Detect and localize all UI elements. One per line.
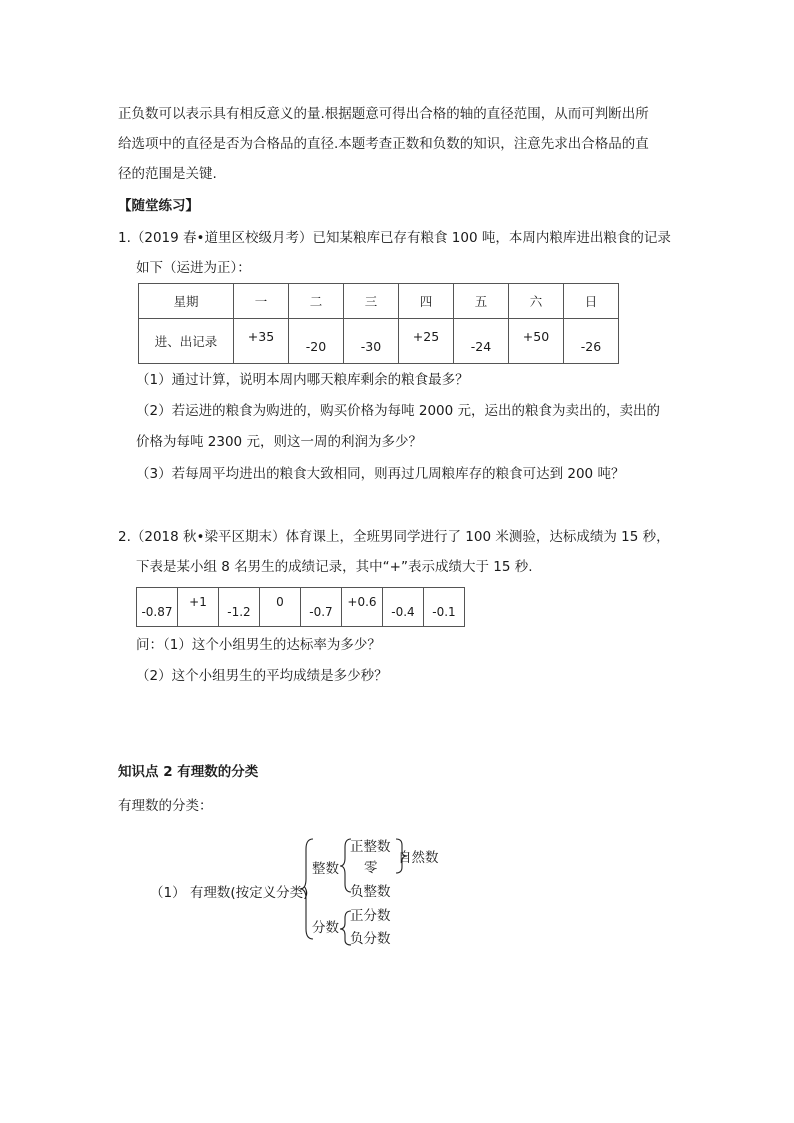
intro-line-1: 正负数可以表示具有相反意义的量.根据题意可得出合格的轴的直径范围，从而可判断出所 bbox=[118, 106, 649, 122]
cell-value: +35 bbox=[247, 328, 275, 344]
q1-line-1: 1.（2019 春•道里区校级月考）已知某粮库已存有粮食 100 吨，本周内粮库进出粮食的记录 bbox=[118, 230, 671, 246]
tree-negative-integer: 负整数 bbox=[350, 884, 391, 900]
knowledge-heading: 知识点 2 有理数的分类 bbox=[118, 764, 259, 780]
table-cell bbox=[289, 319, 344, 364]
table-header-row bbox=[139, 284, 619, 319]
table-cell bbox=[219, 588, 260, 627]
cell-value: +25 bbox=[412, 328, 440, 344]
table-cell bbox=[564, 319, 619, 364]
table-cell bbox=[342, 588, 383, 627]
cell-value: -0.1 bbox=[432, 605, 456, 619]
tree-root-label: （1） 有理数(按定义分类) bbox=[150, 885, 309, 901]
knowledge-intro: 有理数的分类： bbox=[118, 798, 213, 814]
table-header-cell: 日 bbox=[564, 284, 619, 319]
intro-line-3: 径的范围是关键. bbox=[118, 166, 217, 182]
cell-value: -30 bbox=[360, 338, 382, 354]
cell-value: -1.2 bbox=[227, 605, 251, 619]
table-cell bbox=[137, 588, 178, 627]
cell-value: 0 bbox=[276, 595, 284, 609]
table-cell bbox=[301, 588, 342, 627]
table-cell bbox=[178, 588, 219, 627]
table-cell bbox=[454, 319, 509, 364]
table-row bbox=[137, 588, 465, 627]
tree-negative-fraction: 负分数 bbox=[350, 931, 391, 947]
table-cell bbox=[234, 319, 289, 364]
table-row bbox=[139, 319, 619, 364]
tree-integer: 整数 bbox=[312, 861, 339, 877]
cell-value: -26 bbox=[580, 338, 602, 354]
table-header-cell: 五 bbox=[454, 284, 509, 319]
table-header-cell: 六 bbox=[509, 284, 564, 319]
q1-sub-3: （3）若每周平均进出的粮食大致相同，则再过几周粮库存的粮食可达到 200 吨？ bbox=[136, 466, 625, 482]
cell-value: -24 bbox=[470, 338, 492, 354]
cell-value: -20 bbox=[305, 338, 327, 354]
q1-line-2: 如下（运进为正）： bbox=[136, 260, 251, 276]
cell-value: -0.7 bbox=[309, 605, 333, 619]
table-cell bbox=[260, 588, 301, 627]
table-header-cell: 四 bbox=[399, 284, 454, 319]
q1-sub-2-line-1: （2）若运进的粮食为购进的，购买价格为每吨 2000 元，运出的粮食为卖出的，卖出的 bbox=[136, 403, 661, 419]
q2-line-1: 2.（2018 秋•梁平区期末）体育课上，全班男同学进行了 100 米测验，达标成绩为 15 秒， bbox=[118, 529, 670, 545]
table-cell bbox=[509, 319, 564, 364]
intro-line-2: 给选项中的直径是否为合格品的直径.本题考查正数和负数的知识，注意先求出合格品的直 bbox=[118, 136, 649, 152]
q2-sub-1: 问：（1）这个小组男生的达标率为多少？ bbox=[136, 637, 381, 653]
q1-sub-1: （1）通过计算，说明本周内哪天粮库剩余的粮食最多？ bbox=[136, 372, 469, 388]
q1-sub-2-line-2: 价格为每吨 2300 元，则这一周的利润为多少？ bbox=[136, 434, 422, 450]
practice-heading: 【随堂练习】 bbox=[118, 198, 199, 214]
table-cell bbox=[424, 588, 465, 627]
table-header-cell: 二 bbox=[289, 284, 344, 319]
table-cell bbox=[344, 319, 399, 364]
tree-fraction: 分数 bbox=[312, 920, 339, 936]
grain-records-table bbox=[138, 283, 619, 364]
tree-positive-integer: 正整数 bbox=[350, 839, 391, 855]
rational-classification-tree bbox=[150, 835, 470, 950]
tree-zero: 零 bbox=[364, 860, 378, 876]
cell-value: -0.4 bbox=[391, 605, 415, 619]
tree-natural-number: 自然数 bbox=[398, 850, 439, 866]
table-header-cell: 三 bbox=[344, 284, 399, 319]
table-row-label: 进、出记录 bbox=[139, 319, 234, 364]
cell-value: +50 bbox=[522, 328, 550, 344]
table-header-cell: 一 bbox=[234, 284, 289, 319]
scores-table bbox=[136, 587, 465, 627]
cell-value: -0.87 bbox=[141, 605, 173, 619]
cell-value: +1 bbox=[189, 595, 207, 609]
q2-line-2: 下表是某小组 8 名男生的成绩记录，其中“+”表示成绩大于 15 秒. bbox=[136, 559, 533, 575]
cell-value: +0.6 bbox=[347, 595, 377, 609]
table-header-cell: 星期 bbox=[139, 284, 234, 319]
table-cell bbox=[399, 319, 454, 364]
table-cell bbox=[383, 588, 424, 627]
tree-positive-fraction: 正分数 bbox=[350, 908, 391, 924]
q2-sub-2: （2）这个小组男生的平均成绩是多少秒？ bbox=[136, 668, 388, 684]
